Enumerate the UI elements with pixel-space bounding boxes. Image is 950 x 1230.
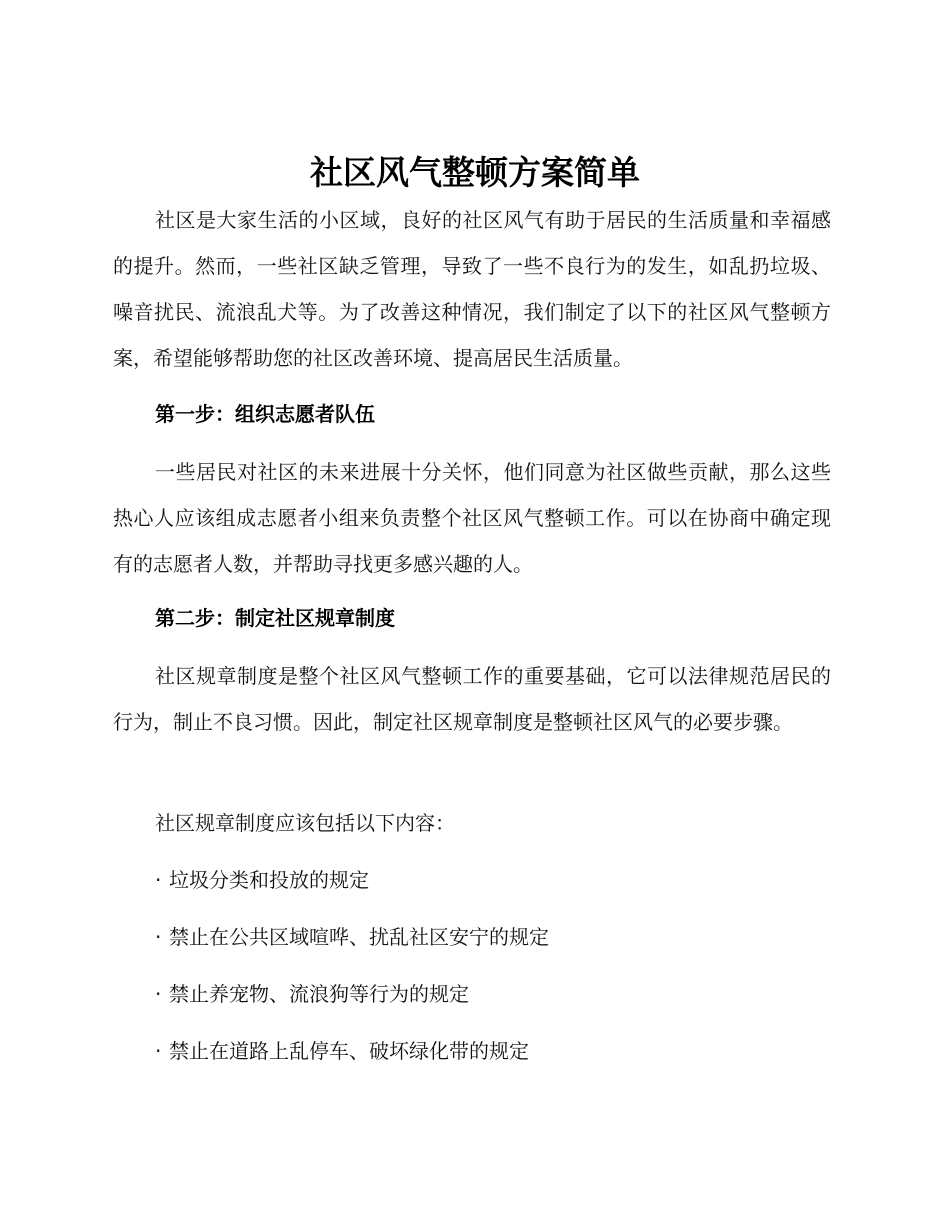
rules-intro: 社区规章制度应该包括以下内容： bbox=[155, 811, 455, 835]
document-title: 社区风气整顿方案简单 bbox=[310, 153, 640, 192]
list-item bbox=[155, 857, 369, 903]
list-item-text: 禁止在道路上乱停车、破坏绿化带的规定 bbox=[169, 1039, 529, 1063]
list-item bbox=[155, 914, 549, 960]
list-item bbox=[155, 1028, 529, 1074]
list-item-text: 禁止在公共区域喧哗、扰乱社区安宁的规定 bbox=[169, 925, 549, 949]
list-item-text: 禁止养宠物、流浪狗等行为的规定 bbox=[169, 982, 469, 1006]
step1-heading: 第一步：组织志愿者队伍 bbox=[155, 402, 375, 426]
list-item bbox=[155, 971, 469, 1017]
bullet-icon: · bbox=[155, 1039, 162, 1063]
step1-paragraph: 一些居民对社区的未来进展十分关怀，他们同意为社区做些贡献，那么这些热心人应该组成志愿者小组来负责整个社区风气整顿工作。可以在协商中确定现有的志愿者人数，并帮助寻找更多感兴趣的人。 bbox=[113, 460, 831, 576]
intro-paragraph: 社区是大家生活的小区域，良好的社区风气有助于居民的生活质量和幸福感的提升。然而，一些社区缺乏管理，导致了一些不良行为的发生，如乱扔垃圾、噪音扰民、流浪乱犬等。为了改善这种情况，我们制定了以下的社区风气整顿方案，希望能够帮助您的社区改善环境、提高居民生活质量。 bbox=[113, 208, 831, 370]
bullet-icon: · bbox=[155, 925, 162, 949]
list-item-text: 垃圾分类和投放的规定 bbox=[169, 868, 369, 892]
bullet-icon: · bbox=[155, 982, 162, 1006]
step2-heading: 第二步：制定社区规章制度 bbox=[155, 606, 395, 630]
bullet-icon: · bbox=[155, 868, 162, 892]
step2-paragraph: 社区规章制度是整个社区风气整顿工作的重要基础，它可以法律规范居民的行为，制止不良习惯。因此，制定社区规章制度是整顿社区风气的必要步骤。 bbox=[113, 664, 831, 734]
